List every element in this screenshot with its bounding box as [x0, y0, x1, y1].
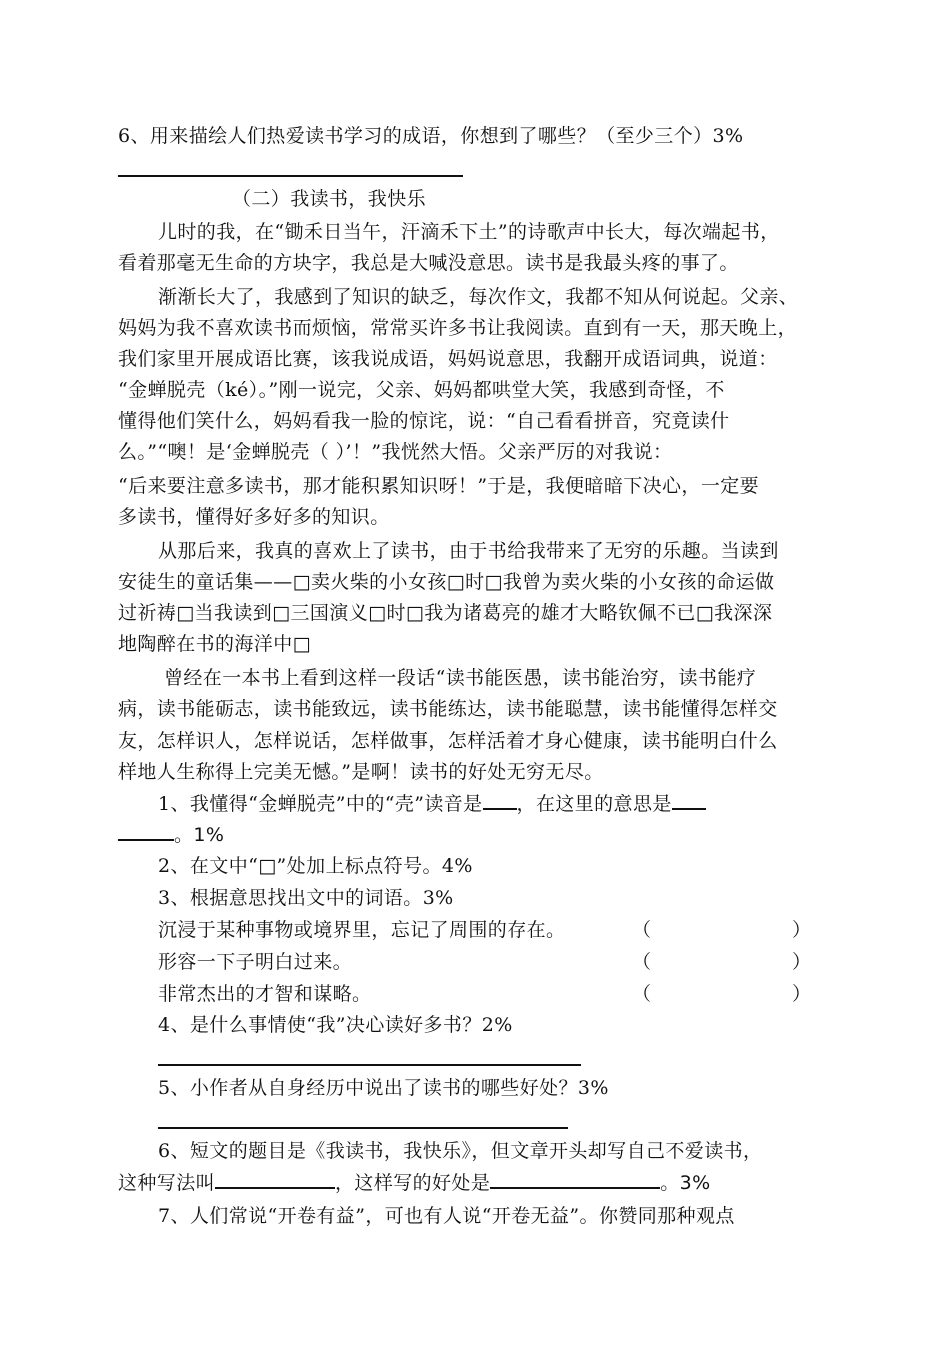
question-1-text: ，在这里的意思是: [516, 793, 672, 815]
answer-paren-open: （: [632, 919, 652, 941]
question-2: 2、在文中“□”处加上标点符号。4%: [158, 855, 473, 877]
passage-line: 友，怎样识人，怎样说话，怎样做事，怎样活着才身心健康，读书能明白什么: [118, 730, 778, 752]
question-3-item-text: 形容一下子明白过来。: [158, 951, 353, 973]
question-1: [158, 788, 878, 819]
passage-line: 妈妈为我不喜欢读书而烦恼，常常买许多书让我阅读。直到有一天，那天晚上，: [118, 317, 798, 339]
answer-blank[interactable]: [672, 788, 706, 810]
section-title: （二）我读书，我快乐: [232, 188, 427, 210]
passage-line: “后来要注意多读书，那才能积累知识呀！”于是，我便暗暗下决心，一定要: [118, 475, 760, 497]
question-5: 5、小作者从自身经历中说出了读书的哪些好处？3%: [158, 1077, 609, 1099]
question-6-cont: [118, 1167, 838, 1198]
answer-paren-close: ）: [792, 919, 812, 941]
passage-line: 么。”“噢！是‘金蝉脱壳（ ）’！”我恍然大悟。父亲严厉的对我说：: [118, 441, 673, 463]
passage-line: 从那后来，我真的喜欢上了读书，由于书给我带来了无穷的乐趣。当读到: [158, 540, 779, 562]
passage-line: 曾经在一本书上看到这样一段话“读书能医愚，读书能治穷，读书能疗: [164, 667, 757, 689]
passage-line: 渐渐长大了，我感到了知识的缺乏，每次作文，我都不知从何说起。父亲、: [158, 286, 799, 308]
passage-line: 病，读书能砺志，读书能致远，读书能练达，读书能聪慧，读书能懂得怎样交: [118, 698, 778, 720]
answer-line[interactable]: [158, 1064, 581, 1066]
answer-blank[interactable]: [483, 788, 517, 810]
answer-line: [118, 175, 463, 177]
passage-line: 儿时的我，在“锄禾日当午，汗滴禾下土”的诗歌声中长大，每次端起书，: [158, 221, 780, 243]
question-6: 6、短文的题目是《我读书，我快乐》，但文章开头却写自己不爱读书，: [158, 1140, 763, 1162]
answer-paren-open: （: [632, 951, 652, 973]
question-3: 3、根据意思找出文中的词语。3%: [158, 887, 454, 909]
question-3-item: [158, 915, 878, 945]
question-3-item-text: 非常杰出的才智和谋略。: [158, 983, 372, 1005]
answer-blank[interactable]: [118, 819, 174, 841]
passage-line: “金蝉脱壳（ké）。”刚一说完，父亲、妈妈都哄堂大笑，我感到奇怪，不: [118, 379, 725, 401]
question-1-cont: [118, 819, 838, 850]
passage-line: 地陶醉在书的海洋中□: [118, 633, 311, 655]
question-3-item: [158, 979, 878, 1009]
passage-line: 过祈祷□当我读到□三国演义□时□我为诸葛亮的雄才大略钦佩不已□我深深: [118, 602, 773, 624]
passage-line: 多读书，懂得好多好多的知识。: [118, 506, 390, 528]
answer-blank[interactable]: [215, 1167, 335, 1189]
question-1-score: 。1%: [174, 824, 225, 846]
question-1-text: 1、我懂得“金蝉脱壳”中的“壳”读音是: [158, 793, 483, 815]
answer-line[interactable]: [158, 1127, 568, 1129]
passage-line: 安徒生的童话集——□卖火柴的小女孩□时□我曾为卖火柴的小女孩的命运做: [118, 571, 775, 593]
answer-paren-close: ）: [792, 951, 812, 973]
question-3-item-text: 沉浸于某种事物或境界里，忘记了周围的存在。: [158, 919, 566, 941]
question-6-top: 6、用来描绘人们热爱读书学习的成语，你想到了哪些？（至少三个）3%: [118, 125, 744, 147]
answer-paren-open: （: [632, 983, 652, 1005]
passage-line: 懂得他们笑什么，妈妈看我一脸的惊诧，说：“自己看看拼音，究竟读什: [118, 410, 730, 432]
question-7: 7、人们常说“开卷有益”，可也有人说“开卷无益”。你赞同那种观点: [158, 1205, 735, 1227]
question-6-score: 。3%: [660, 1172, 711, 1194]
question-6-text: 这种写法叫: [118, 1172, 216, 1194]
question-6-text: ，这样写的好处是: [335, 1172, 491, 1194]
passage-line: 我们家里开展成语比赛，该我说成语，妈妈说意思，我翻开成语词典，说道：: [118, 348, 778, 370]
answer-blank[interactable]: [490, 1167, 660, 1189]
answer-paren-close: ）: [792, 983, 812, 1005]
passage-line: 看着那毫无生命的方块字，我总是大喊没意思。读书是我最头疼的事了。: [118, 252, 739, 274]
question-4: 4、是什么事情使“我”决心读好多书？2%: [158, 1014, 513, 1036]
passage-line: 样地人生称得上完美无憾。”是啊！读书的好处无穷无尽。: [118, 761, 604, 783]
question-3-item: [158, 947, 878, 977]
